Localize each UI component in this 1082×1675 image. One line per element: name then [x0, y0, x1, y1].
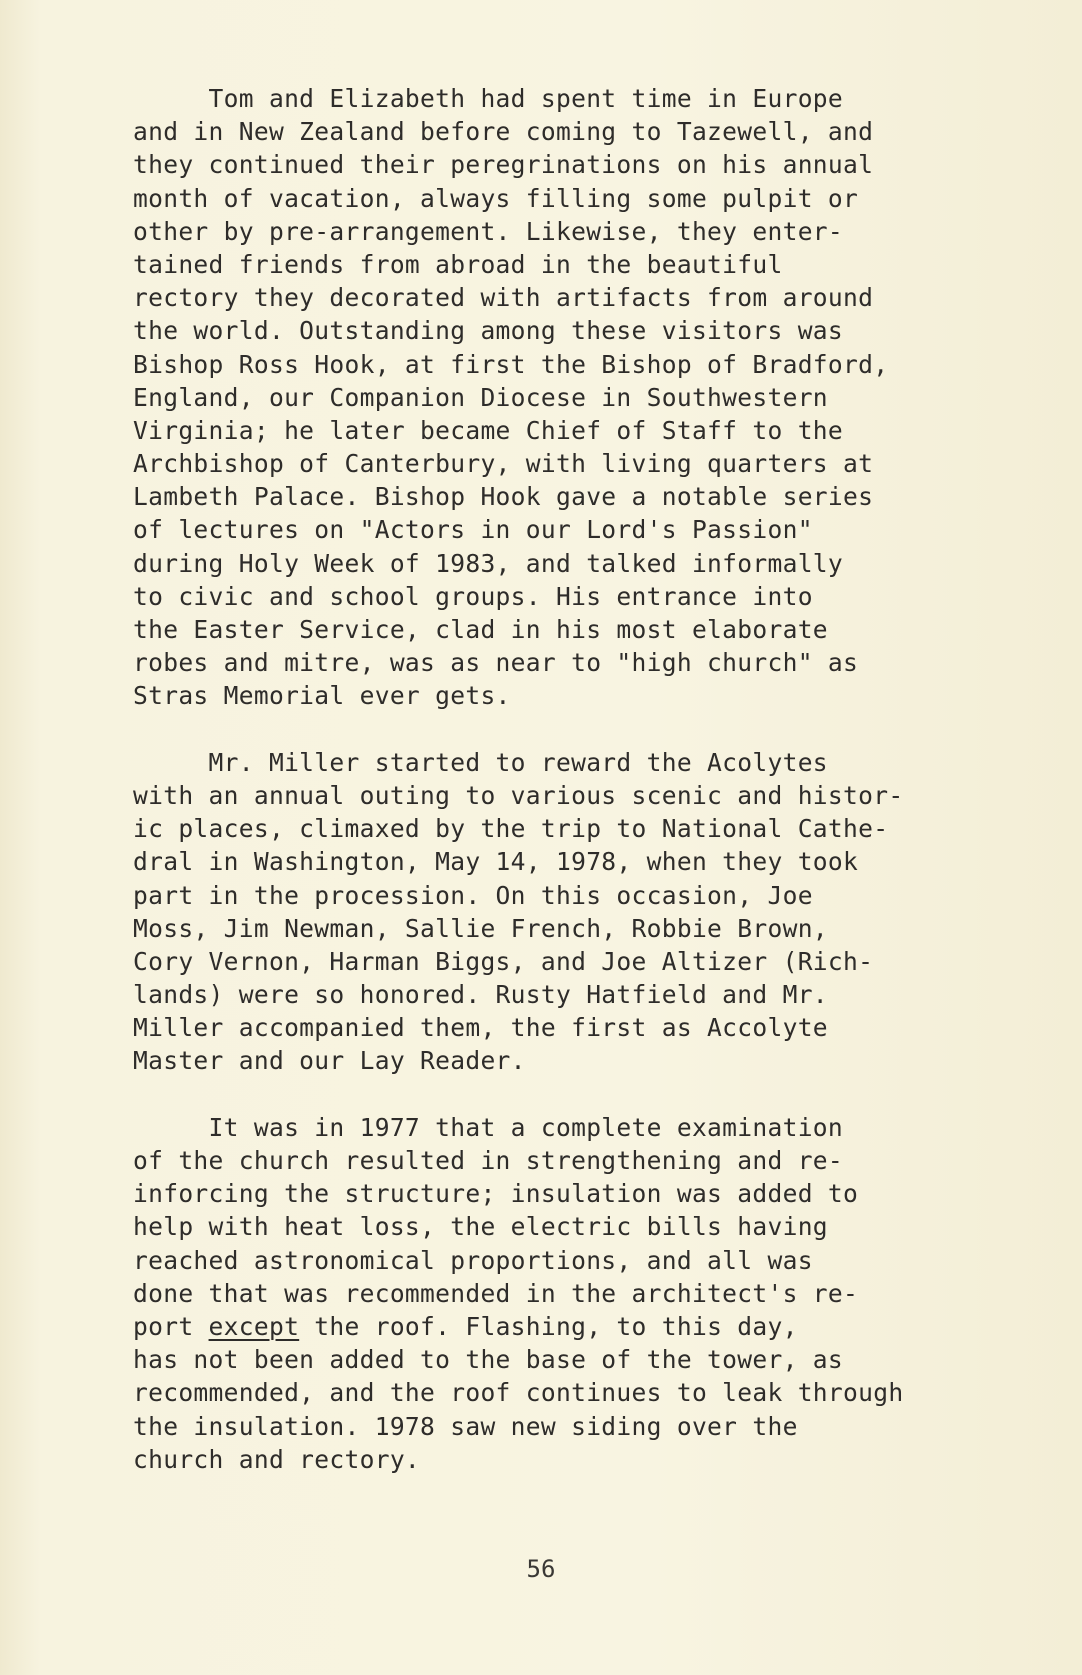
- text-line-underlined: [133, 1310, 1013, 1343]
- text-line: robes and mitre, was as near to "high church" as: [133, 648, 859, 678]
- text-line: of lectures on "Actors in our Lord's Passion": [133, 515, 813, 545]
- text-segment: port: [133, 1311, 209, 1341]
- text-line: rectory they decorated with artifacts from around: [133, 283, 874, 313]
- text-line: recommended, and the roof continues to leak through: [133, 1378, 904, 1408]
- text-line: tained friends from abroad in the beautiful: [133, 249, 783, 279]
- text-line: ic places, climaxed by the trip to National Cathe-: [133, 814, 889, 844]
- text-line: dral in Washington, May 14, 1978, when they took: [133, 847, 859, 877]
- text-line: lands) were so honored. Rusty Hatfield and Mr.: [133, 980, 828, 1010]
- text-line: Moss, Jim Newman, Sallie French, Robbie Brown,: [133, 913, 828, 943]
- text-line: has not been added to the base of the tower, as: [133, 1345, 844, 1375]
- text-line: reached astronomical proportions, and all was: [133, 1245, 813, 1275]
- text-line: month of vacation, always filling some pulpit or: [133, 183, 859, 213]
- text-line: help with heat loss, the electric bills having: [133, 1212, 828, 1242]
- text-line: the Easter Service, clad in his most elaborate: [133, 615, 828, 644]
- text-line: Lambeth Palace. Bishop Hook gave a notable series: [133, 482, 874, 512]
- text-line: Bishop Ross Hook, at first the Bishop of Bradford,: [133, 349, 889, 379]
- text-line: Cory Vernon, Harman Biggs, and Joe Altizer (Rich-: [133, 946, 874, 976]
- text-segment: the roof. Flashing, to this day,: [299, 1311, 798, 1341]
- text-line: Stras Memorial ever gets.: [133, 681, 511, 711]
- text-line: the insulation. 1978 saw new siding over the: [133, 1411, 798, 1441]
- underlined-word: except: [208, 1311, 300, 1341]
- paragraph-gap: [133, 713, 1013, 746]
- text-line: and in New Zealand before coming to Tazewell, and: [133, 117, 874, 147]
- text-line: Master and our Lay Reader.: [133, 1046, 526, 1076]
- text-line: during Holy Week of 1983, and talked informally: [133, 548, 844, 578]
- text-line: Tom and Elizabeth had spent time in Europe: [133, 84, 844, 113]
- paragraph-2: [133, 746, 1013, 1078]
- page-number: 56: [526, 1555, 556, 1583]
- text-line: they continued their peregrinations on his annual: [133, 150, 874, 180]
- text-line: part in the procession. On this occasion, Joe: [133, 880, 813, 910]
- text-line: done that was recommended in the architect's re-: [133, 1278, 859, 1308]
- text-line: the world. Outstanding among these visitors was: [133, 316, 844, 346]
- text-line: Miller accompanied them, the first as Accolyte: [133, 1013, 828, 1043]
- text-line: Archbishop of Canterbury, with living quarters at: [133, 449, 874, 479]
- text-line: of the church resulted in strengthening and re-: [133, 1146, 844, 1175]
- text-line: It was in 1977 that a complete examination: [133, 1112, 844, 1142]
- text-line: with an annual outing to various scenic and histor-: [133, 780, 904, 810]
- paragraph-3: [133, 1111, 1013, 1476]
- text-line: church and rectory.: [133, 1444, 421, 1474]
- text-line: to civic and school groups. His entrance into: [133, 581, 813, 611]
- text-line: England, our Companion Diocese in Southwestern: [133, 382, 828, 412]
- paragraph-gap: [133, 1078, 1013, 1111]
- paragraph-1: [133, 82, 1013, 713]
- text-line: Mr. Miller started to reward the Acolytes: [133, 747, 828, 777]
- text-line: inforcing the structure; insulation was added to: [133, 1179, 859, 1209]
- text-line: other by pre-arrangement. Likewise, they enter-: [133, 216, 844, 246]
- text-line: Virginia; he later became Chief of Staff to the: [133, 415, 844, 445]
- body-text: [133, 82, 1013, 1476]
